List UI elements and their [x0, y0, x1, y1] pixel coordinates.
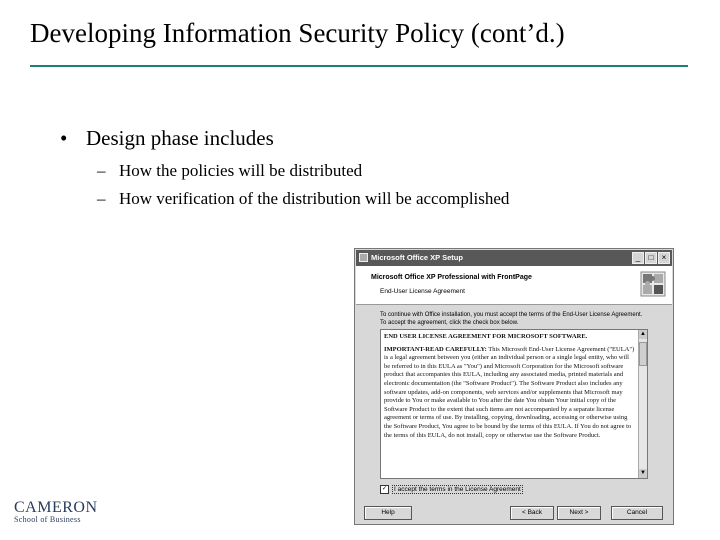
back-button[interactable]: < Back	[510, 506, 554, 520]
subbullet-marker: –	[97, 161, 106, 180]
accept-terms-label[interactable]: I accept the terms in the License Agreement	[394, 486, 521, 494]
bullet-item	[60, 126, 274, 151]
subbullet-text: How verification of the distribution will be accomplished	[119, 189, 510, 208]
dialog-title-bar	[356, 250, 672, 266]
dialog-window-title: Microsoft Office XP Setup	[371, 253, 463, 262]
eula-important: IMPORTANT-READ CAREFULLY:	[384, 345, 487, 353]
puzzle-icon	[640, 271, 666, 297]
maximize-icon[interactable]: □	[645, 252, 657, 264]
title-divider	[30, 65, 688, 67]
eula-heading: END USER LICENSE AGREEMENT FOR MICROSOFT SOFTWARE.	[384, 333, 588, 340]
eula-textbox[interactable]	[380, 329, 648, 479]
dialog-instructions: To continue with Office installation, you must accept the terms of the End-User License Agreement. To accept the agreement, click the check box below.	[380, 312, 643, 326]
help-button[interactable]: Help	[364, 506, 412, 520]
dialog-header	[356, 266, 672, 305]
dialog-header-title: Microsoft Office XP Professional with FrontPage	[371, 274, 532, 281]
dialog-header-subtitle: End-User License Agreement	[380, 288, 465, 295]
cancel-button[interactable]: Cancel	[611, 506, 663, 520]
scroll-down-icon[interactable]: ▼	[640, 470, 646, 476]
subbullet-item	[97, 189, 509, 209]
subbullet-text: How the policies will be distributed	[119, 161, 363, 180]
subbullet-marker: –	[97, 189, 106, 208]
setup-dialog-screenshot	[354, 248, 674, 525]
bullet-text: Design phase includes	[86, 126, 274, 150]
eula-scrollbar[interactable]	[638, 330, 647, 478]
minimize-icon[interactable]: _	[632, 252, 644, 264]
slide-title: Developing Information Security Policy (cont’d.)	[30, 18, 565, 48]
logo-line1: CAMERON	[14, 499, 98, 516]
bullet-marker: •	[60, 126, 68, 150]
office-app-icon	[359, 253, 368, 262]
logo-line2: School of Business	[14, 515, 81, 524]
subbullet-item	[97, 161, 362, 181]
next-button[interactable]: Next >	[557, 506, 601, 520]
scroll-thumb[interactable]	[639, 342, 647, 366]
eula-text	[384, 333, 636, 440]
close-icon[interactable]: ×	[658, 252, 670, 264]
eula-body: This Microsoft End-User License Agreement ("EULA") is a legal agreement between you (either an individual person or a single legal entity, who will be referred to in this EULA as "You") and Microsoft Corporation for the Microsoft software product that accompanies this EULA, including any associated media, printed materials and electronic documentation (the "Software Product"). The Software Product also includes any software updates, add-on components, web services and/or supplements that Microsoft may provide to You or make available to You after the date You obtain Your initial copy of the Software Product to the extent that such items are not accompanied by a separate license agreement or terms of use. By installing, copying, downloading, accessing or otherwise using the Software Product, You agree to be bound by the terms of this EULA. If You do not agree to the terms of this EULA, do not install, copy or otherwise use the Software Product.	[384, 345, 635, 439]
cameron-logo	[14, 499, 98, 524]
checkbox-check-icon[interactable]: ✓	[381, 486, 388, 492]
scroll-up-icon[interactable]: ▲	[640, 331, 646, 337]
accept-terms-checkbox[interactable]	[380, 485, 523, 494]
